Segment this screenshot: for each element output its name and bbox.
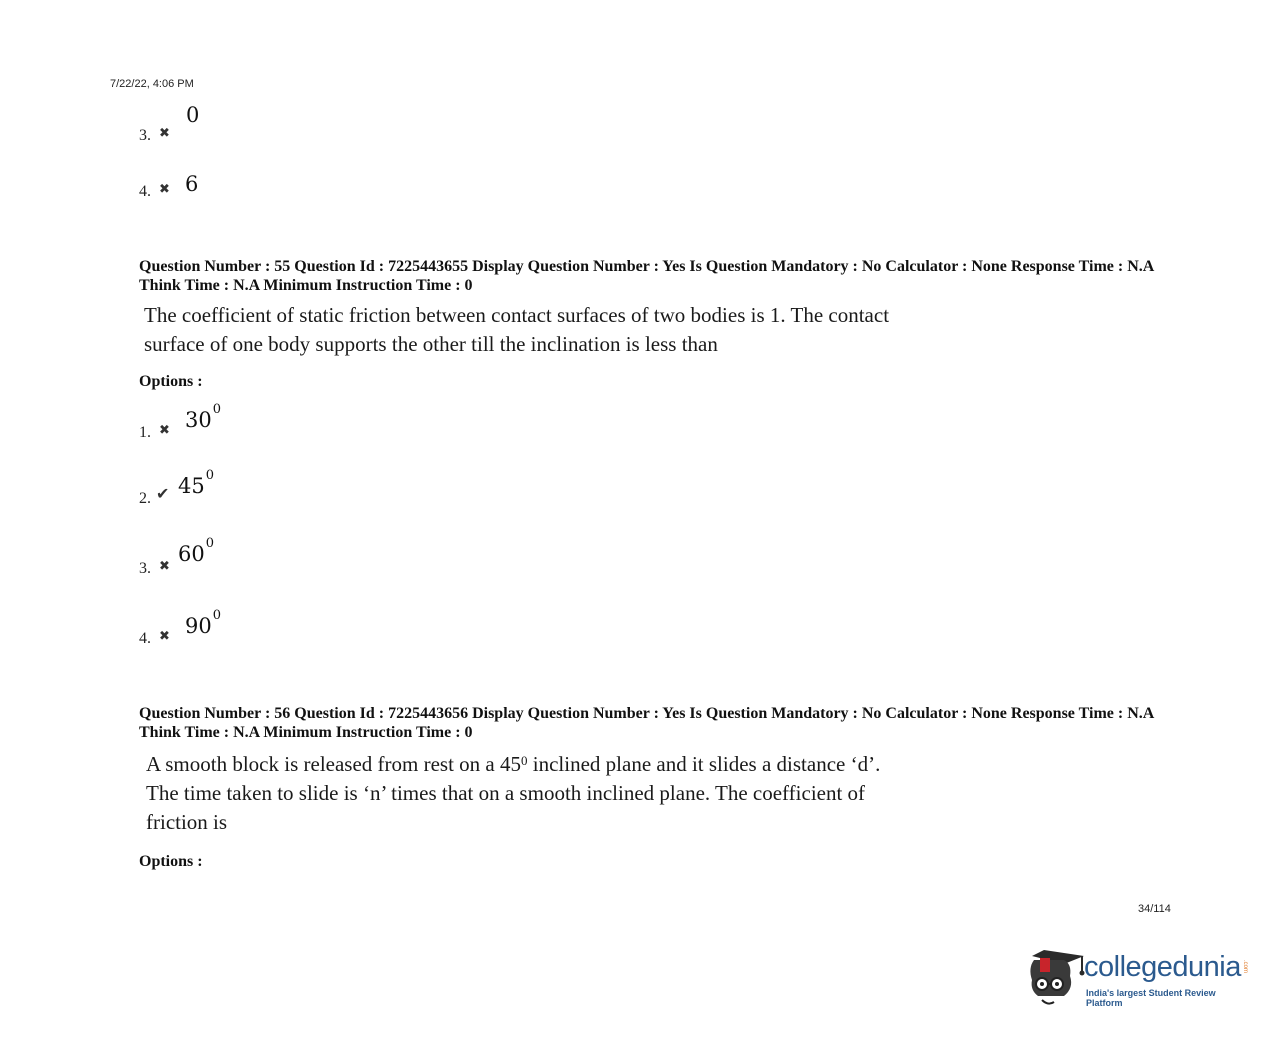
q55-option-2-value: $45^0$: [178, 468, 215, 498]
q55-option-2-number: 2.: [139, 490, 151, 507]
logo-wordmark: collegedunia: [1084, 951, 1241, 983]
cross-icon: ✖: [159, 422, 170, 437]
logo-tagline: India's largest Student Review Platform: [1086, 988, 1216, 1008]
logo-domain-suffix: .com: [1242, 960, 1248, 974]
cross-icon: ✖: [159, 125, 170, 140]
question-56-text: [146, 750, 946, 837]
q55-option-4-value: $90^0$: [185, 608, 222, 638]
prev-option-3-value: 0: [186, 103, 200, 127]
collegedunia-logo: [1024, 938, 1254, 1008]
cross-icon: ✖: [159, 181, 170, 196]
question-55-options-label: Options :: [139, 373, 203, 390]
q55-option-1-value: $30^0$: [185, 402, 222, 432]
question-55-text: [144, 301, 954, 359]
page-number: 34/114: [1138, 903, 1171, 915]
print-timestamp: 7/22/22, 4:06 PM: [110, 78, 194, 90]
question-56-meta: Question Number : 56 Question Id : 7225443656 Display Question Number : Yes Is Question Mandatory : No Calculator : None Response Time : N.A Think Time : N.A Minimum Instruction Time : 0: [139, 705, 1154, 741]
question-56-text-line-1: A smooth block is released from rest on a $45^0$ inclined plane and it slides a distance ‘d’.: [146, 752, 881, 776]
question-56-options-label: Options :: [139, 853, 203, 870]
q55-option-3-number: 3.: [139, 560, 151, 577]
question-56-text-line-2: The time taken to slide is ‘n’ times that on a smooth inclined plane. The coefficient of: [146, 781, 866, 805]
checkmark-icon: ✔: [156, 486, 170, 503]
mascot-icon: [1024, 938, 1086, 1008]
question-56-text-line-3: friction is: [146, 810, 228, 834]
cross-icon: ✖: [159, 558, 170, 573]
prev-option-3-number: 3.: [139, 127, 151, 144]
cross-icon: ✖: [159, 628, 170, 643]
q55-option-3-value: $60^0$: [178, 536, 215, 566]
question-55-text-line-1: The coefficient of static friction between contact surfaces of two bodies is 1. The contact: [144, 303, 890, 327]
q55-option-1-number: 1.: [139, 424, 151, 441]
prev-option-4-number: 4.: [139, 183, 151, 200]
question-55-meta: Question Number : 55 Question Id : 7225443655 Display Question Number : Yes Is Question Mandatory : No Calculator : None Response Time : N.A Think Time : N.A Minimum Instruction Time : 0: [139, 258, 1154, 294]
prev-option-4-value: 6: [185, 172, 199, 196]
question-55-text-line-2: surface of one body supports the other till the inclination is less than: [144, 332, 718, 356]
q55-option-4-number: 4.: [139, 630, 151, 647]
